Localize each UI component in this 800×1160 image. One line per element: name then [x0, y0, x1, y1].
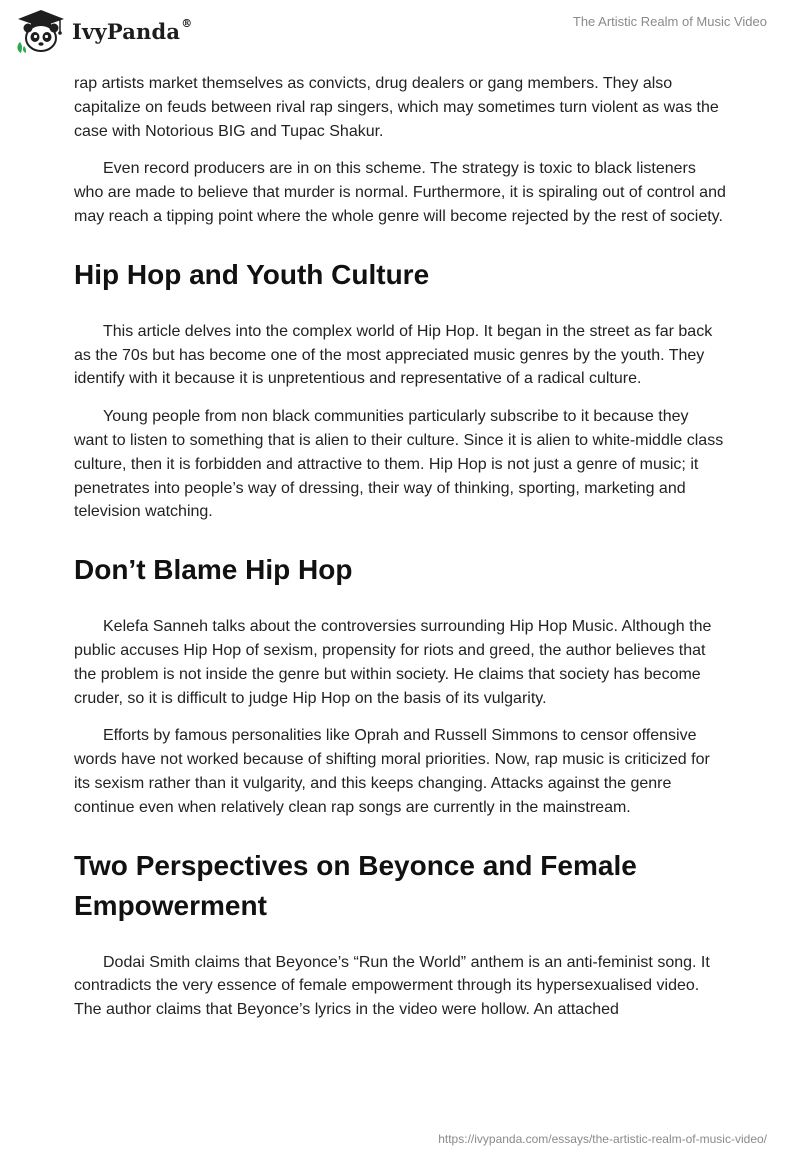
section-heading: Don’t Blame Hip Hop — [74, 554, 353, 586]
brand-name: IvyPanda® — [72, 16, 193, 44]
trademark-mark: ® — [181, 16, 193, 30]
paragraph: Young people from non black communities particularly subscribe to it because they want to listen to something that is alien to their culture. Since it is alien to white-middle class culture, then it is forbidden and attractive to them. Hip Hop is not just a genre of music; it penetrates into people’s way of dressing, their way of thinking, sporting, marketing and television watching. — [74, 408, 724, 521]
section-heading: Hip Hop and Youth Culture — [74, 258, 430, 290]
paragraph: Even record producers are in on this scheme. The strategy is toxic to black listeners who are made to believe that murder is normal. Furthermore, it is spiraling out of control and may reach a tipping point where the whole genre will become rejected by the rest of society. — [74, 160, 726, 225]
document-title: The Artistic Realm of Music Video — [572, 14, 767, 29]
article-body — [74, 72, 726, 1036]
paragraph: Dodai Smith claims that Beyonce’s “Run the World” anthem is an anti-feminist song. It contradicts the very essence of female empowerment through its hypersexualised video. The author claims that Beyonce’s lyrics in the video were hollow. An attached — [74, 953, 710, 1019]
page-header — [0, 0, 800, 70]
paragraph: rap artists market themselves as convicts, drug dealers or gang members. They also capitalize on feuds between rival rap singers, which may sometimes turn violent as was the case with Notorious BIG and Tupac Shakur. — [74, 75, 719, 140]
paragraph: This article delves into the complex world of Hip Hop. It began in the street as far back as the 70s but has become one of the most appreciated music genres by the youth. They identify with it because it is unpretentious and representative of a radical culture. — [74, 322, 713, 388]
paragraph: Efforts by famous personalities like Oprah and Russell Simmons to censor offensive words have not worked because of shifting moral priorities. Now, rap music is criticized for its sexism rather than it vulgarity, and this keeps changing. Attacks against the genre continue even when relatively clean rap songs are currently in the mainstream. — [74, 727, 710, 816]
panda-graduate-icon — [14, 8, 68, 54]
source-url: https://ivypanda.com/essays/the-artistic-realm-of-music-video/ — [438, 1132, 767, 1146]
paragraph: Kelefa Sanneh talks about the controversies surrounding Hip Hop Music. Although the public accuses Hip Hop of sexism, propensity for riots and greed, the author believes that the problem is not inside the genre but within society. He claims that society has become cruder, so it is difficult to judge Hip Hop on the basis of its vulgarity. — [74, 618, 712, 707]
section-heading: Two Perspectives on Beyonce and Female Empowerment — [74, 849, 637, 921]
ivypanda-logo[interactable] — [14, 8, 192, 54]
